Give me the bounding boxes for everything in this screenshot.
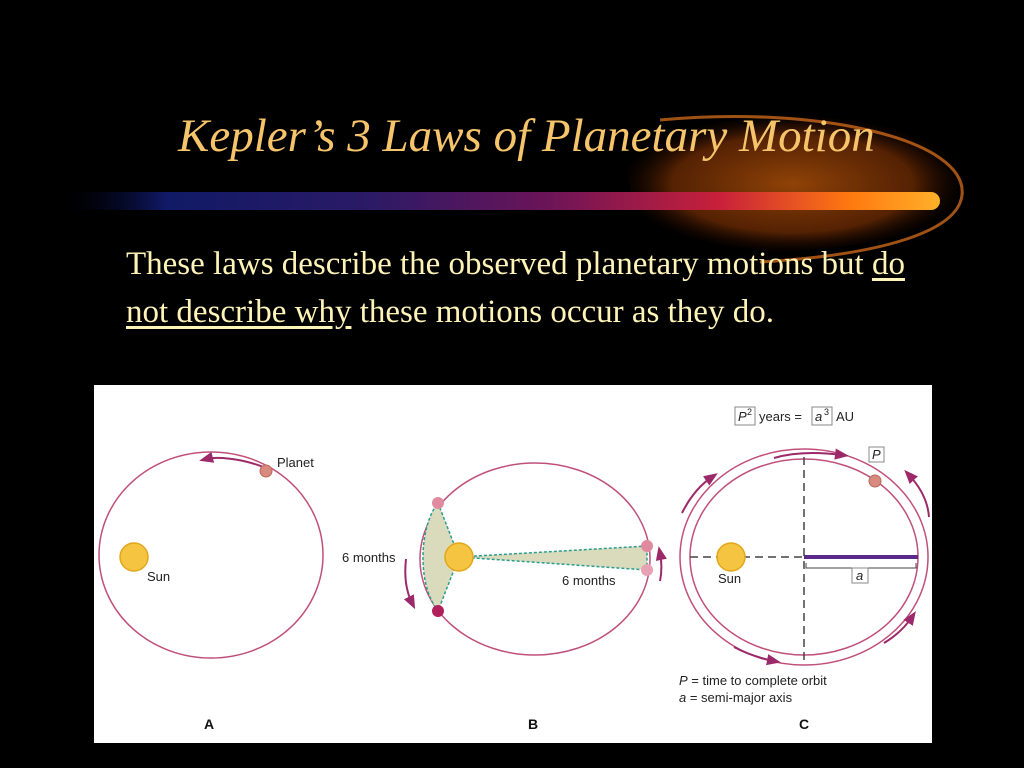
- panel-c: [679, 407, 929, 732]
- kepler-laws-figure: [94, 385, 932, 743]
- panel-letter-c: C: [799, 716, 810, 732]
- formula-p-exponent: 2: [747, 407, 753, 417]
- formula-p: P: [738, 409, 747, 424]
- p-label: P: [872, 447, 881, 462]
- panel-b: [342, 463, 662, 732]
- planet-b-2: [432, 605, 444, 617]
- sun-label-c: Sun: [718, 571, 742, 586]
- area-sector-right: [459, 546, 647, 570]
- a-label: a: [856, 568, 864, 583]
- period-arrow-right: [909, 475, 929, 517]
- panel-letter-b: B: [528, 716, 539, 732]
- planet-label: Planet: [277, 455, 314, 470]
- formula-a: a: [815, 409, 823, 424]
- six-months-label-right: 6 months: [562, 573, 616, 588]
- body-text-emphasis: do not describe why: [126, 246, 905, 330]
- kepler-diagram: [94, 385, 932, 743]
- body-text-end: these motions occur as they do.: [351, 294, 774, 330]
- sun-label-a: Sun: [147, 569, 171, 584]
- period-arrow-left: [682, 477, 712, 513]
- planet-b-3: [641, 540, 653, 552]
- slide-body: [126, 240, 916, 336]
- swoosh-bar: [60, 192, 940, 210]
- slide-title: Kepler’s 3 Laws of Planetary Motion: [178, 110, 875, 162]
- motion-arrow-right: [660, 553, 662, 581]
- formula-years: years =: [759, 409, 802, 424]
- body-text-start: These laws describe the observed planetary motions but: [126, 246, 872, 282]
- period-arrow-bottom: [734, 647, 774, 661]
- legend-period: P = time to complete orbit: [679, 673, 827, 688]
- sun-a: [120, 543, 148, 571]
- motion-arrow-left: [405, 559, 412, 603]
- period-arrow-lower-right: [884, 617, 912, 643]
- panel-letter-a: A: [204, 716, 215, 732]
- panel-a: [99, 452, 323, 732]
- six-months-label-left: 6 months: [342, 550, 396, 565]
- legend-semi-major-axis: a = semi-major axis: [679, 690, 793, 705]
- planet-a: [260, 465, 272, 477]
- planet-b-1: [432, 497, 444, 509]
- sun-c: [717, 543, 745, 571]
- planet-c: [869, 475, 881, 487]
- formula-au: AU: [836, 409, 855, 424]
- orbit-direction-arrow-a: [206, 458, 266, 468]
- kepler-third-law-formula: [735, 407, 854, 425]
- formula-a-exponent: 3: [824, 407, 830, 417]
- planet-b-4: [641, 564, 653, 576]
- period-arrow-top: [774, 453, 842, 458]
- sun-b: [445, 543, 473, 571]
